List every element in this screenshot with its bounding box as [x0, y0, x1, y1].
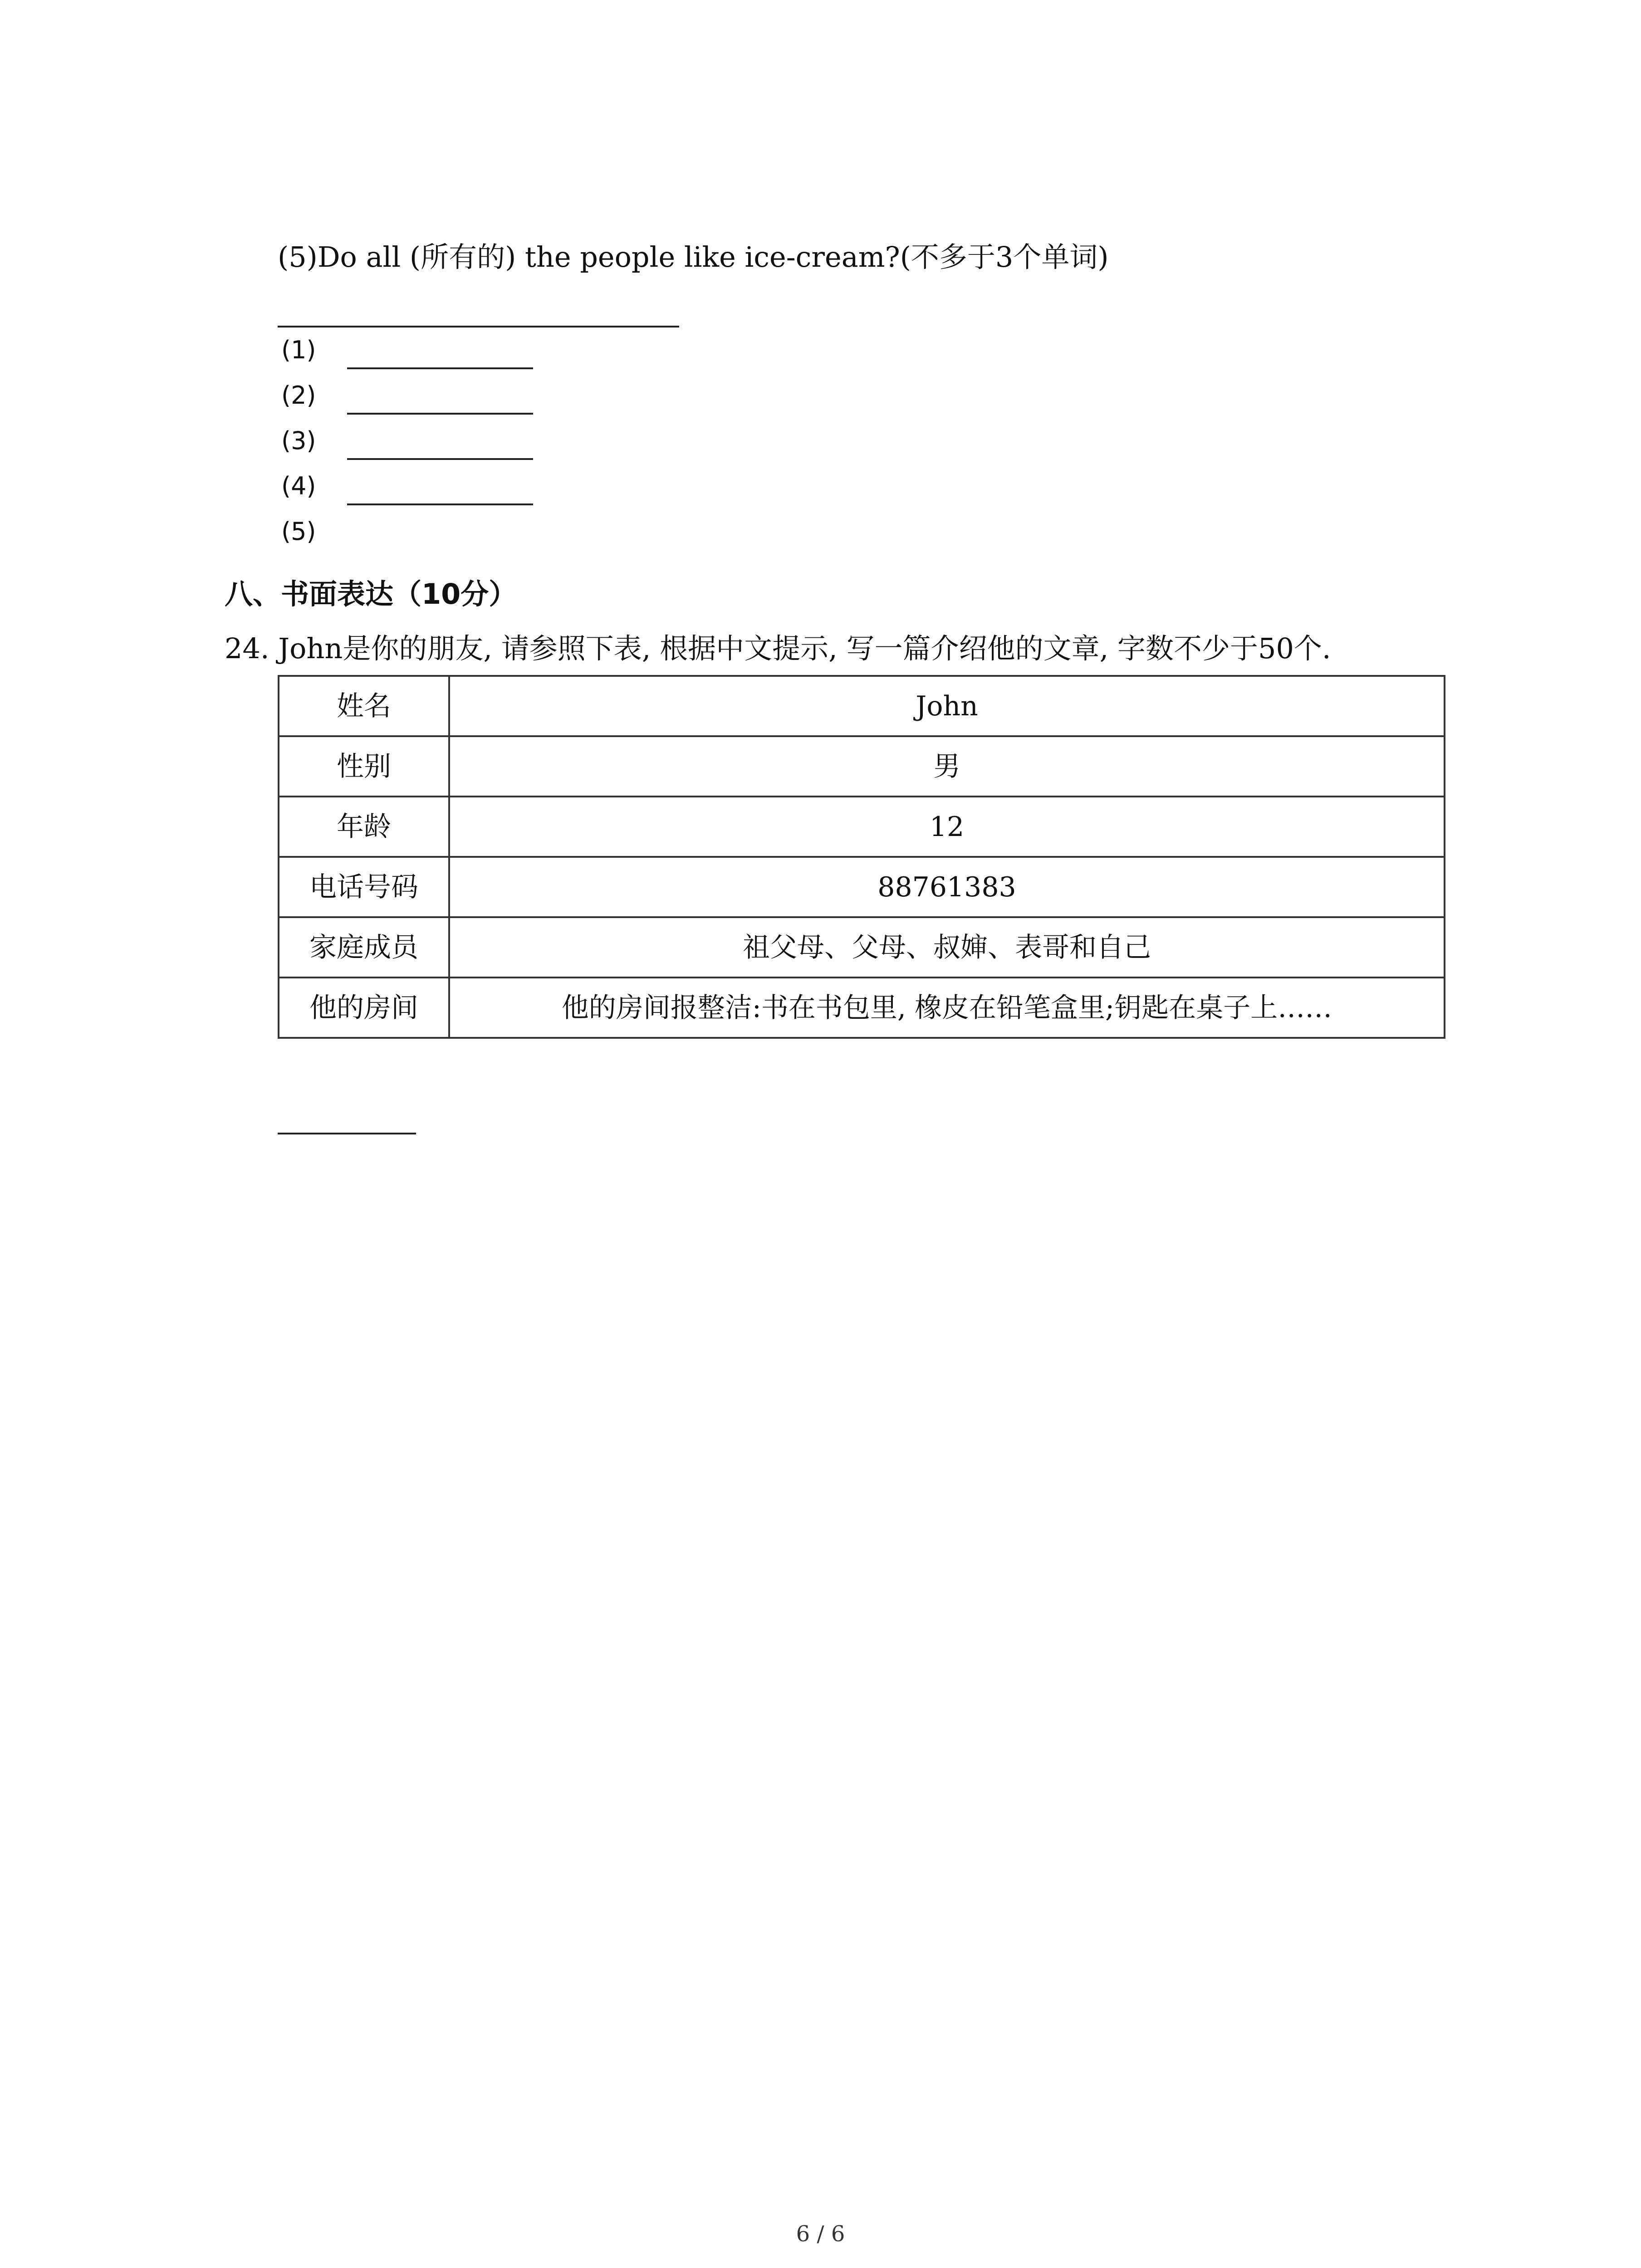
table-cell-value: 他的房间报整洁:书在书包里, 橡皮在铅笔盒里;钥匙在桌子上…… — [449, 978, 1445, 1038]
answer-number: (3) — [281, 426, 316, 455]
table-cell-label: 姓名 — [279, 676, 449, 736]
table-cell-label: 性别 — [279, 736, 449, 797]
table-cell-label: 电话号码 — [279, 857, 449, 917]
table-row — [279, 736, 1445, 797]
info-table — [278, 675, 1445, 1039]
writing-answer-line — [278, 1133, 416, 1134]
section-title: 八、书面表达（10分） — [225, 577, 517, 611]
answer-line — [347, 503, 533, 505]
answer-blank-5 — [281, 509, 599, 554]
answer-number: (1) — [281, 336, 316, 364]
table-row — [279, 917, 1445, 978]
table-cell-label: 家庭成员 — [279, 917, 449, 978]
answer-number: (4) — [281, 472, 316, 500]
answer-blank-2 — [281, 373, 599, 418]
table-cell-value: John — [449, 676, 1445, 736]
answer-number: (5) — [281, 517, 316, 546]
table-cell-label: 他的房间 — [279, 978, 449, 1038]
question-5-text: (5)Do all (所有的) the people like ice-cream?(不多于3个单词) — [278, 240, 1109, 274]
table-cell-value: 12 — [449, 797, 1445, 857]
table-cell-value: 祖父母、父母、叔婶、表哥和自己 — [449, 917, 1445, 978]
table-cell-value: 88761383 — [449, 857, 1445, 917]
answer-blank-1 — [281, 327, 599, 373]
table-row — [279, 676, 1445, 736]
table-row — [279, 978, 1445, 1038]
table-cell-value: 男 — [449, 736, 1445, 797]
answer-number: (2) — [281, 381, 316, 410]
answer-line — [347, 458, 533, 460]
answer-blank-3 — [281, 418, 599, 464]
question-24-text: 24. John是你的朋友, 请参照下表, 根据中文提示, 写一篇介绍他的文章, 字数不少于50个. — [225, 632, 1331, 665]
page-number: 6 / 6 — [796, 2221, 845, 2247]
answer-blank-4 — [281, 464, 599, 509]
table-row — [279, 797, 1445, 857]
table-row — [279, 857, 1445, 917]
answer-line — [347, 367, 533, 369]
table-cell-label: 年龄 — [279, 797, 449, 857]
answer-line — [347, 413, 533, 415]
